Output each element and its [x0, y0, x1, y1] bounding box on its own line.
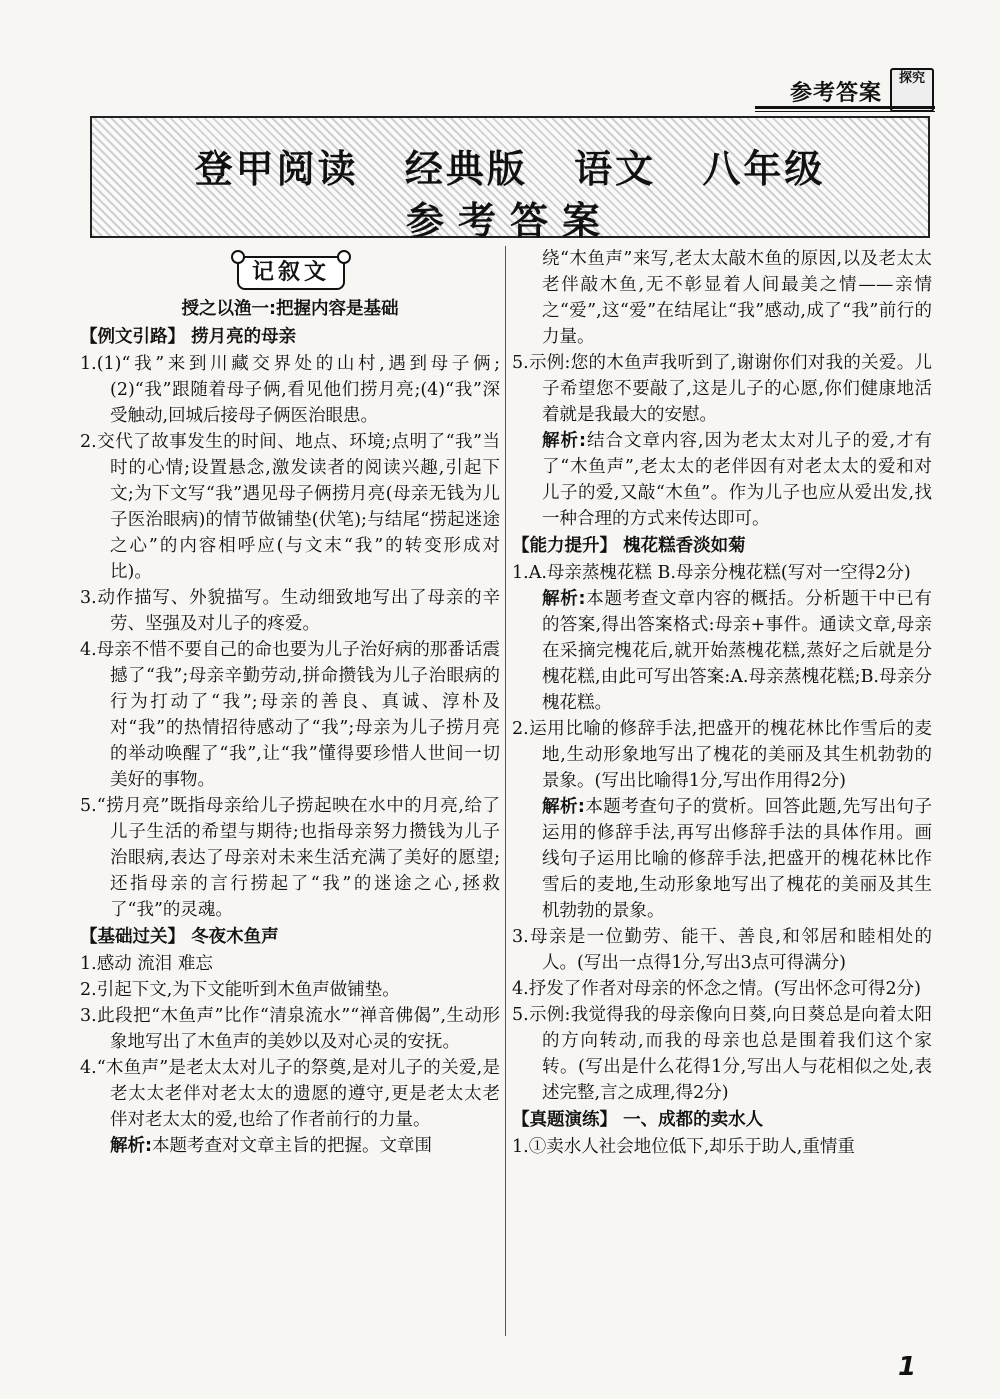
book-subtitle: 参考答案: [405, 199, 614, 243]
analysis-text: 本题考查对文章主旨的把握。文章围: [152, 1136, 432, 1156]
page-number: 1: [898, 1352, 917, 1382]
right-column: [512, 246, 932, 1160]
section-heading: 【能力提升】 槐花糕香淡如菊: [512, 536, 746, 556]
analysis-label: 解析:: [542, 589, 586, 609]
answer-item: 4.“木鱼声”是老太太对儿子的祭奠,是对儿子的关爱,是老太太老伴对老太太的遗愿的遵守,更是老太太老伴对老太太的爱,也给了作者前行的力量。: [80, 1058, 500, 1130]
header-rule-thin: [755, 111, 935, 112]
answer-item: 1.A.母亲蒸槐花糕 B.母亲分槐花糕(写对一空得2分): [512, 563, 911, 583]
answer-item: 5.示例:我觉得我的母亲像向日葵,向日葵总是向着太阳的方向转动,而我的母亲也总是围着我们这个家转。(写出是什么花得1分,写出人与花相似之处,表述完整,言之成理,得2分): [512, 1005, 932, 1103]
answer-item: 3.此段把“木鱼声”比作“清泉流水”“禅音佛偈”,生动形象地写出了木鱼声的美妙以及对心灵的安抚。: [80, 1006, 500, 1052]
analysis-text: 本题考查文章内容的概括。分析题干中已有的答案,得出答案格式:母亲+事件。通读文章,母亲在采摘完槐花后,就开始蒸槐花糕,蒸好之后就是分槐花糕,由此可写出答案:A.母亲蒸槐花糕;B.母亲分槐花糕。: [542, 589, 933, 713]
answer-item: 1.(1)“我”来到川藏交界处的山村,遇到母子俩;(2)“我”跟随着母子俩,看见他们捞月亮;(4)“我”深受触动,回城后接母子俩医治眼患。: [80, 354, 500, 426]
analysis-note: [512, 428, 932, 532]
header-label: 参考答案: [790, 81, 883, 106]
brand-logo-text: 探究: [898, 71, 925, 86]
book-title: 登甲阅读 经典版 语文 八年级: [194, 147, 826, 191]
analysis-note: [512, 586, 932, 716]
answer-item: 3.动作描写、外貌描写。生动细致地写出了母亲的辛劳、坚强及对儿子的疼爱。: [80, 588, 500, 634]
answer-item: 1.①卖水人社会地位低下,却乐于助人,重情重: [512, 1137, 855, 1157]
answer-item: 4.抒发了作者对母亲的怀念之情。(写出怀念可得2分): [512, 979, 921, 999]
title-banner: [90, 116, 930, 243]
analysis-label: 解析:: [542, 431, 586, 451]
analysis-text: 本题考查句子的赏析。回答此题,先写出句子运用的修辞手法,再写出修辞手法的具体作用。画线句子运用比喻的修辞手法,把盛开的槐花林比作雪后的麦地,生动形象地写出了槐花的美丽及其生机勃勃的景象。: [542, 797, 933, 921]
genre-badge: 记叙文: [237, 256, 345, 290]
section-heading: 【基础过关】 冬夜木鱼声: [80, 927, 279, 947]
answer-item: 1.感动 流泪 难忘: [80, 954, 213, 974]
answer-item: 2.运用比喻的修辞手法,把盛开的槐花林比作雪后的麦地,生动形象地写出了槐花的美丽及其生机勃勃的景象。(写出比喻得1分,写出作用得2分): [512, 719, 932, 791]
analysis-note: [512, 794, 932, 924]
answer-item: 5.示例:您的木鱼声我听到了,谢谢你们对我的关爱。儿子希望您不要敲了,这是儿子的心愿,你们健康地活着就是我最大的安慰。: [512, 353, 932, 425]
unit-heading: 授之以渔一:把握内容是基础: [181, 299, 399, 319]
column-divider: [505, 246, 506, 1336]
analysis-text: 结合文章内容,因为老太太对儿子的爱,才有了“木鱼声”,老太太的老伴因有对老太太的爱和对儿子的爱,又敲“木鱼”。作为儿子也应从爱出发,找一种合理的方式来传达即可。: [542, 431, 933, 529]
answer-item: 2.交代了故事发生的时间、地点、环境;点明了“我”当时的心情;设置悬念,激发读者的阅读兴趣,引起下文;为下文写“我”遇见母子俩捞月亮(母亲无钱为儿子医治眼病)的情节做铺垫(伏笔);与结尾“捞起迷途之心”的内容相呼应(与文末“我”的转变形成对比)。: [80, 432, 500, 582]
section-heading: 【例文引路】 捞月亮的母亲: [80, 327, 297, 347]
answer-item: 3.母亲是一位勤劳、能干、善良,和邻居和睦相处的人。(写出一点得1分,写出3点可得满分): [512, 927, 932, 973]
continued-text: 绕“木鱼声”来写,老太太敲木鱼的原因,以及老太太老伴敲木鱼,无不彰显着人间最美之情——亲情之“爱”,这“爱”在结尾让“我”感动,成了“我”前行的力量。: [542, 249, 932, 347]
section-heading: 【真题演练】 一、成都的卖水人: [512, 1110, 764, 1130]
answer-item: 4.母亲不惜不要自己的命也要为儿子治好病的那番话震撼了“我”;母亲辛勤劳动,拼命攒钱为儿子治眼病的行为打动了“我”;母亲的善良、真诚、淳朴及对“我”的热情招待感动了“我”;母亲为儿子捞月亮的举动唤醒了“我”,让“我”懂得要珍惜人世间一切美好的事物。: [80, 640, 500, 790]
analysis-note: [80, 1133, 500, 1159]
analysis-label: 解析:: [542, 797, 585, 817]
analysis-label: 解析:: [110, 1136, 152, 1156]
answer-item: 5.“捞月亮”既指母亲给儿子捞起映在水中的月亮,给了儿子生活的希望与期待;也指母亲努力攒钱为儿子治眼病,表达了母亲对未来生活充满了美好的愿望;还指母亲的言行捞起了“我”的迷途之心,拯救了“我”的灵魂。: [80, 796, 500, 920]
header-rule: [755, 106, 935, 109]
answer-item: 2.引起下文,为下文能听到木鱼声做铺垫。: [80, 980, 400, 1000]
left-column: [80, 296, 500, 1159]
